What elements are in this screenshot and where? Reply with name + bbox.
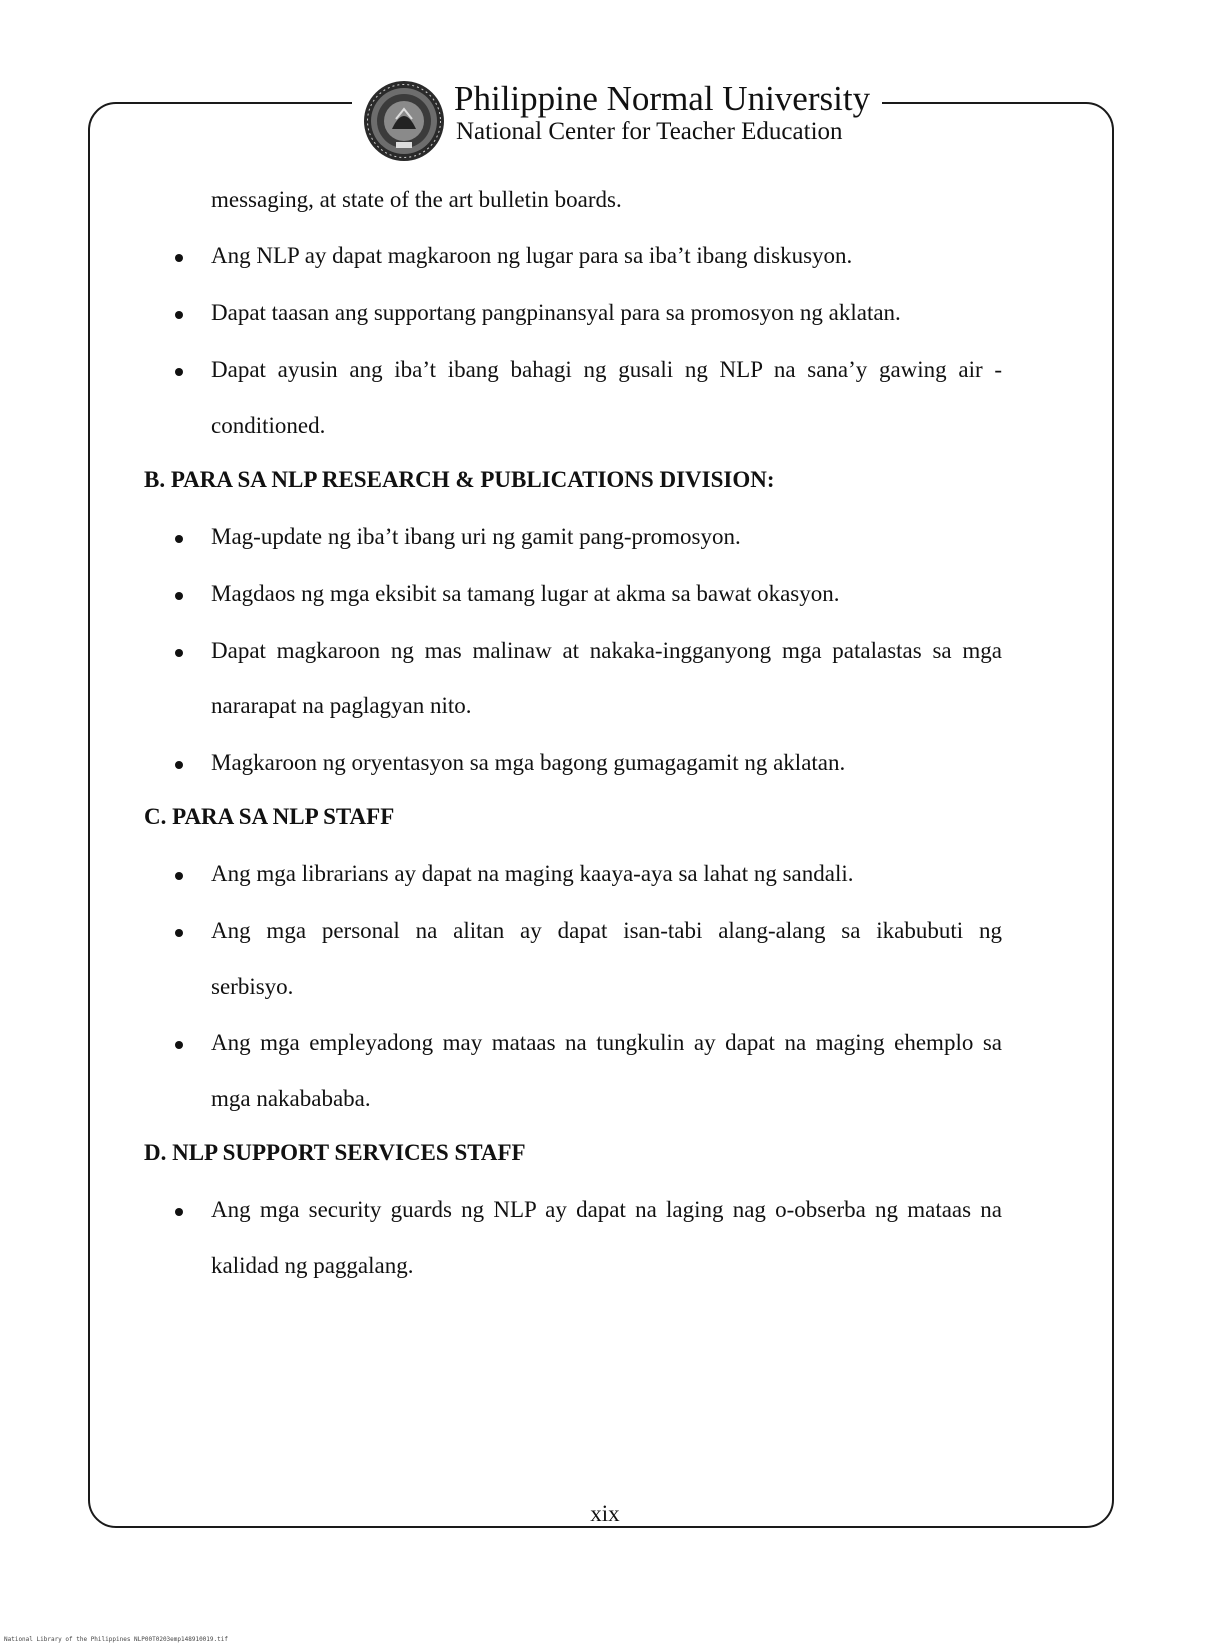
section-c-heading: C. PARA SA NLP STAFF <box>144 804 395 829</box>
bullet-icon <box>175 929 183 937</box>
section-b-heading: B. PARA SA NLP RESEARCH & PUBLICATIONS DIVISION: <box>144 467 775 492</box>
list-item: Ang mga librarians ay dapat na maging kaaya-aya sa lahat ng sandali. <box>211 861 854 886</box>
list-item: Magdaos ng mga eksibit sa tamang lugar at akma sa bawat okasyon. <box>211 581 840 606</box>
continuation-text: messaging, at state of the art bulletin boards. <box>211 187 622 212</box>
page-number: xix <box>590 1501 620 1526</box>
list-item: Ang mga empleyadong may mataas na tungkulin ay dapat na maging ehemplo sa <box>211 1030 1002 1055</box>
list-item: Magkaroon ng oryentasyon sa mga bagong gumagagamit ng aklatan. <box>211 750 846 775</box>
list-item: Dapat magkaroon ng mas malinaw at nakaka-ingganyong mga patalastas sa mga <box>211 638 1002 663</box>
list-item: Dapat ayusin ang iba’t ibang bahagi ng gusali ng NLP na sana’y gawing air - <box>211 357 1002 382</box>
bullet-icon <box>175 1208 183 1216</box>
list-item: Dapat taasan ang supportang pangpinansyal para sa promosyon ng aklatan. <box>211 300 901 325</box>
list-item-continued: kalidad ng paggalang. <box>211 1253 414 1278</box>
university-subtitle: National Center for Teacher Education <box>456 118 843 145</box>
list-item: Mag-update ng iba’t ibang uri ng gamit pang-promosyon. <box>211 524 741 549</box>
section-d-heading: D. NLP SUPPORT SERVICES STAFF <box>144 1140 526 1165</box>
bullet-icon <box>175 592 183 600</box>
list-item: Ang mga personal na alitan ay dapat isan-tabi alang-alang sa ikabubuti ng <box>211 918 1002 943</box>
list-item-continued: mga nakabababa. <box>211 1086 371 1111</box>
bullet-icon <box>175 368 183 376</box>
bullet-icon <box>175 535 183 543</box>
university-name: Philippine Normal University <box>454 79 871 118</box>
list-item-continued: nararapat na paglagyan nito. <box>211 693 472 718</box>
bullet-icon <box>175 649 183 657</box>
bullet-icon <box>175 1041 183 1049</box>
bullet-icon <box>175 872 183 880</box>
list-item: Ang mga security guards ng NLP ay dapat na laging nag o-obserba ng mataas na <box>211 1197 1002 1222</box>
list-item-continued: conditioned. <box>211 413 326 438</box>
scan-footer-note: National Library of the Philippines NLP00T0203emp148910019.tif <box>4 1636 228 1643</box>
list-item-continued: serbisyo. <box>211 974 294 999</box>
bullet-icon <box>175 254 183 262</box>
list-item: Ang NLP ay dapat magkaroon ng lugar para sa iba’t ibang diskusyon. <box>211 243 853 268</box>
bullet-icon <box>175 311 183 319</box>
bullet-icon <box>175 761 183 769</box>
university-seal-icon <box>362 79 446 163</box>
